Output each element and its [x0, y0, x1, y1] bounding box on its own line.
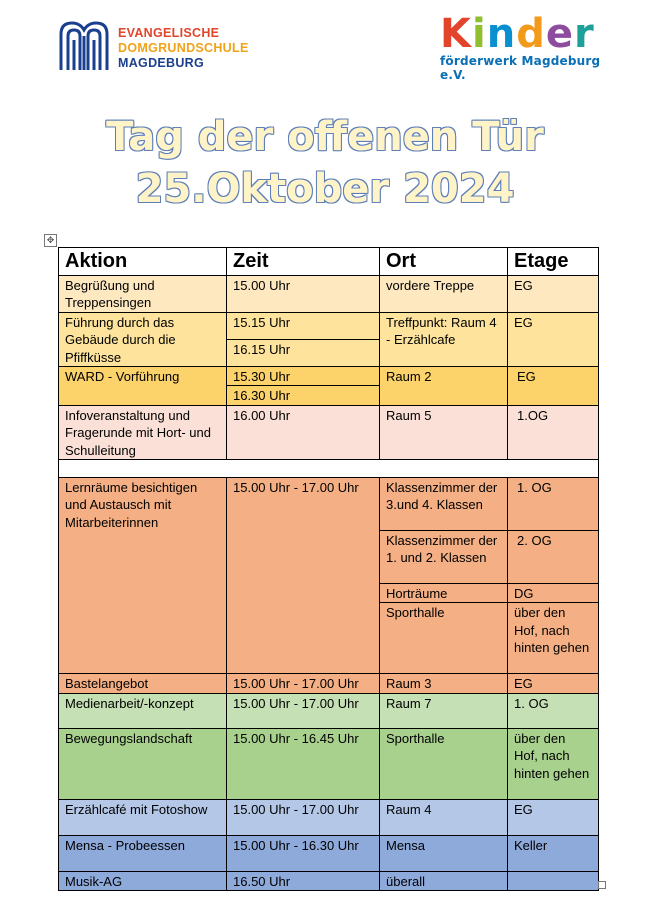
cell-etage: EG	[508, 674, 599, 693]
cell-etage: 1. OG	[508, 693, 599, 728]
kinderfoerderwerk-logo	[440, 11, 610, 82]
cell-ort: Treffpunkt: Raum 4 - Erzählcafe	[380, 312, 508, 366]
cell-etage: über den Hof, nach hinten gehen	[508, 728, 599, 799]
cell-zeit: 15.15 Uhr	[227, 312, 380, 339]
cell-aktion: Medienarbeit/-konzept	[59, 693, 227, 728]
school-logo-line3: MAGDEBURG	[118, 56, 205, 70]
cell-ort: Raum 3	[380, 674, 508, 693]
cell-zeit: 15.00 Uhr - 16.30 Uhr	[227, 835, 380, 871]
cell-ort: Raum 5	[380, 405, 508, 459]
cell-etage: 1.OG	[508, 405, 599, 459]
cell-ort: Raum 7	[380, 693, 508, 728]
cell-zeit: 16.00 Uhr	[227, 405, 380, 459]
cell-ort: Sporthalle	[380, 603, 508, 674]
table-row	[59, 835, 599, 871]
header-etage: Etage	[508, 248, 599, 276]
cell-zeit: 16.15 Uhr	[227, 339, 380, 366]
cell-aktion: Erzählcafé mit Fotoshow	[59, 799, 227, 835]
page-date: 25.Oktober 2024	[135, 166, 515, 212]
cell-zeit: 15.00 Uhr - 16.45 Uhr	[227, 728, 380, 799]
header-zeit: Zeit	[227, 248, 380, 276]
kinder-subtitle: förderwerk Magdeburg e.V.	[440, 54, 601, 82]
table-row	[59, 312, 599, 339]
cell-etage: EG	[508, 799, 599, 835]
schedule-table	[58, 247, 599, 891]
cell-etage: EG	[508, 367, 599, 406]
table-row	[59, 693, 599, 728]
move-table-icon[interactable]: ✥	[44, 234, 57, 247]
cell-aktion: Führung durch das Gebäude durch die Pfiffküsse	[59, 312, 227, 366]
header-aktion: Aktion	[59, 248, 227, 276]
table-resize-handle[interactable]	[598, 881, 606, 889]
table-row	[59, 478, 599, 531]
cell-ort: Sporthalle	[380, 728, 508, 799]
cell-ort: Mensa	[380, 835, 508, 871]
cell-ort: Horträume	[380, 584, 508, 603]
table-row	[59, 405, 599, 459]
table-row	[59, 799, 599, 835]
table-row	[59, 276, 599, 313]
cell-ort: überall	[380, 871, 508, 890]
cell-etage: DG	[508, 584, 599, 603]
table-header-row	[59, 248, 599, 276]
cell-zeit: 16.30 Uhr	[227, 386, 380, 405]
kinder-wordmark: Kinder	[440, 11, 595, 57]
cell-aktion: Bastelangebot	[59, 674, 227, 693]
cell-ort: Raum 4	[380, 799, 508, 835]
cell-zeit: 15.30 Uhr	[227, 367, 380, 386]
cell-aktion: Lernräume besichtigen und Austausch mit Mitarbeiterinnen	[59, 478, 227, 674]
spacer-cell	[59, 460, 599, 478]
table-row	[59, 367, 599, 386]
cell-etage: Keller	[508, 835, 599, 871]
church-arches-icon	[58, 20, 110, 72]
cell-aktion: Musik-AG	[59, 871, 227, 890]
cell-zeit: 16.50 Uhr	[227, 871, 380, 890]
cell-ort: Klassenzimmer der 3.und 4. Klassen	[380, 478, 508, 531]
cell-etage: 1. OG	[508, 478, 599, 531]
cell-etage: EG	[508, 276, 599, 313]
cell-zeit: 15.00 Uhr - 17.00 Uhr	[227, 478, 380, 674]
cell-ort: vordere Treppe	[380, 276, 508, 313]
school-logo-line1: EVANGELISCHE	[118, 26, 220, 40]
cell-aktion: Bewegungslandschaft	[59, 728, 227, 799]
header-ort: Ort	[380, 248, 508, 276]
cell-etage	[508, 871, 599, 890]
cell-zeit: 15.00 Uhr - 17.00 Uhr	[227, 674, 380, 693]
cell-etage: EG	[508, 312, 599, 366]
cell-ort: Raum 2	[380, 367, 508, 406]
cell-etage: 2. OG	[508, 531, 599, 584]
cell-aktion: Begrüßung und Treppensingen	[59, 276, 227, 313]
table-row	[59, 674, 599, 693]
spacer-row	[59, 460, 599, 478]
page-title: Tag der offenen Tür	[106, 114, 544, 160]
cell-aktion: WARD - Vorführung	[59, 367, 227, 406]
school-logo	[58, 20, 278, 76]
cell-aktion: Infoveranstaltung und Fragerunde mit Hort- und Schulleitung	[59, 405, 227, 459]
cell-aktion: Mensa - Probeessen	[59, 835, 227, 871]
cell-ort: Klassenzimmer der 1. und 2. Klassen	[380, 531, 508, 584]
cell-zeit: 15.00 Uhr - 17.00 Uhr	[227, 799, 380, 835]
cell-zeit: 15.00 Uhr	[227, 276, 380, 313]
table-row	[59, 728, 599, 799]
table-row	[59, 871, 599, 890]
school-logo-line2: DOMGRUNDSCHULE	[118, 41, 249, 55]
cell-zeit: 15.00 Uhr - 17.00 Uhr	[227, 693, 380, 728]
cell-etage: über den Hof, nach hinten gehen	[508, 603, 599, 674]
